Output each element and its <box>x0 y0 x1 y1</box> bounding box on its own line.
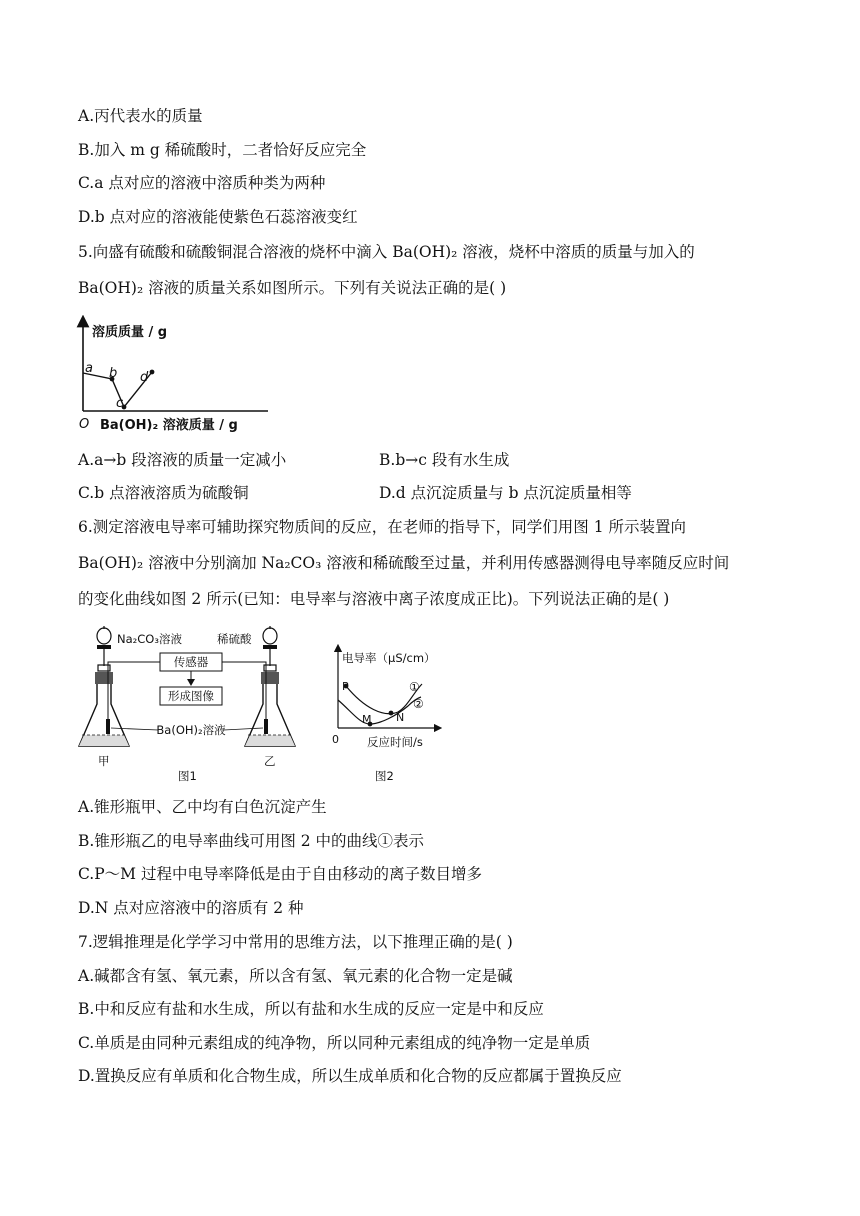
right-dropping-funnel <box>263 626 277 671</box>
q5-option-b: B.b→c 段有水生成 <box>379 451 510 469</box>
q5-stem-line1: 5.向盛有硫酸和硫酸铜混合溶液的烧杯中滴入 Ba(OH)₂ 溶液，烧杯中溶质的质量与加入的 <box>78 243 695 261</box>
left-dropping-funnel <box>97 626 111 671</box>
fig2-origin: 0 <box>332 733 339 746</box>
q6-stem-line2: Ba(OH)₂ 溶液中分别滴加 Na₂CO₃ 溶液和稀硫酸至过量，并利用传感器测得电导率随反应时间 <box>78 554 730 572</box>
q5-label-c: c <box>116 396 124 411</box>
q6-figure2-graph <box>326 640 456 786</box>
q6-option-c: C.P～M 过程中电导率降低是由于自由移动的离子数目增多 <box>78 865 482 883</box>
q5-graph <box>76 315 276 437</box>
q6-option-d: D.N 点对应溶液中的溶质有 2 种 <box>78 899 304 917</box>
fig1-left-funnel-label: Na₂CO₃溶液 <box>117 632 182 646</box>
q7-option-b: B.中和反应有盐和水生成，所以有盐和水生成的反应一定是中和反应 <box>78 1000 544 1018</box>
q6-stem-line3: 的变化曲线如图 2 所示(已知：电导率与溶液中离子浓度成正比)。下列说法正确的是( ) <box>78 590 670 608</box>
fig2-label-m: M <box>362 713 372 726</box>
fig1-caption: 图1 <box>178 769 197 783</box>
fig2-point-n <box>389 711 394 716</box>
q6-figure1-apparatus <box>74 620 314 786</box>
fig1-flask-right-label: 乙 <box>264 754 276 768</box>
q6-option-a: A.锥形瓶甲、乙中均有白色沉淀产生 <box>78 798 327 816</box>
q7-option-c: C.单质是由同种元素组成的纯净物，所以同种元素组成的纯净物一定是单质 <box>78 1034 591 1052</box>
q5-stem-line2: Ba(OH)₂ 溶液的质量关系如图所示。下列有关说法正确的是( ) <box>78 279 507 297</box>
fig1-right-funnel-label: 稀硫酸 <box>217 632 252 646</box>
q4-option-b: B.加入 m g 稀硫酸时，二者恰好反应完全 <box>78 141 367 159</box>
q5-label-b: b <box>109 366 118 381</box>
right-flask <box>245 672 295 746</box>
q5-origin: O <box>79 417 90 432</box>
fig2-curve-2-label: ② <box>413 697 424 711</box>
fig1-sensor-label: 传感器 <box>173 655 209 669</box>
q7-option-d: D.置换反应有单质和化合物生成，所以生成单质和化合物的反应都属于置换反应 <box>78 1067 622 1085</box>
fig2-caption: 图2 <box>375 769 394 783</box>
q6-option-b: B.锥形瓶乙的电导率曲线可用图 2 中的曲线①表示 <box>78 832 425 850</box>
q4-option-a: A.丙代表水的质量 <box>78 107 203 125</box>
q5-option-c: C.b 点溶液溶质为硫酸铜 <box>78 484 249 502</box>
q5-x-label: Ba(OH)₂ 溶液质量 / g <box>100 418 238 433</box>
q5-option-d: D.d 点沉淀质量与 b 点沉淀质量相等 <box>379 484 632 502</box>
q7-stem: 7.逻辑推理是化学学习中常用的思维方法，以下推理正确的是( ) <box>78 933 513 951</box>
fig2-y-label: 电导率（μS/cm） <box>342 651 436 665</box>
q4-option-c: C.a 点对应的溶液中溶质种类为两种 <box>78 174 326 192</box>
q6-stem-line1: 6.测定溶液电导率可辅助探究物质间的反应，在老师的指导下，同学们用图 1 所示装置向 <box>78 518 687 536</box>
q5-option-a: A.a→b 段溶液的质量一定减小 <box>78 451 287 469</box>
q7-option-a: A.碱都含有氢、氧元素，所以含有氢、氧元素的化合物一定是碱 <box>78 967 513 985</box>
fig2-curve-1-label: ① <box>409 680 420 694</box>
fig2-label-p: P <box>342 680 349 693</box>
q4-option-d: D.b 点对应的溶液能使紫色石蕊溶液变红 <box>78 208 358 226</box>
left-flask <box>79 672 129 746</box>
q5-y-label: 溶质质量 / g <box>92 325 168 340</box>
fig2-label-n: N <box>396 711 405 724</box>
fig2-x-label: 反应时间/s <box>367 735 423 749</box>
fig1-image-label: 形成图像 <box>168 689 214 703</box>
q5-point-d <box>150 370 155 375</box>
fig1-flask-left-label: 甲 <box>98 754 110 768</box>
fig1-solution-label: Ba(OH)₂溶液 <box>156 723 226 737</box>
q5-label-a: a <box>85 361 93 376</box>
q5-label-d: d <box>140 370 149 385</box>
